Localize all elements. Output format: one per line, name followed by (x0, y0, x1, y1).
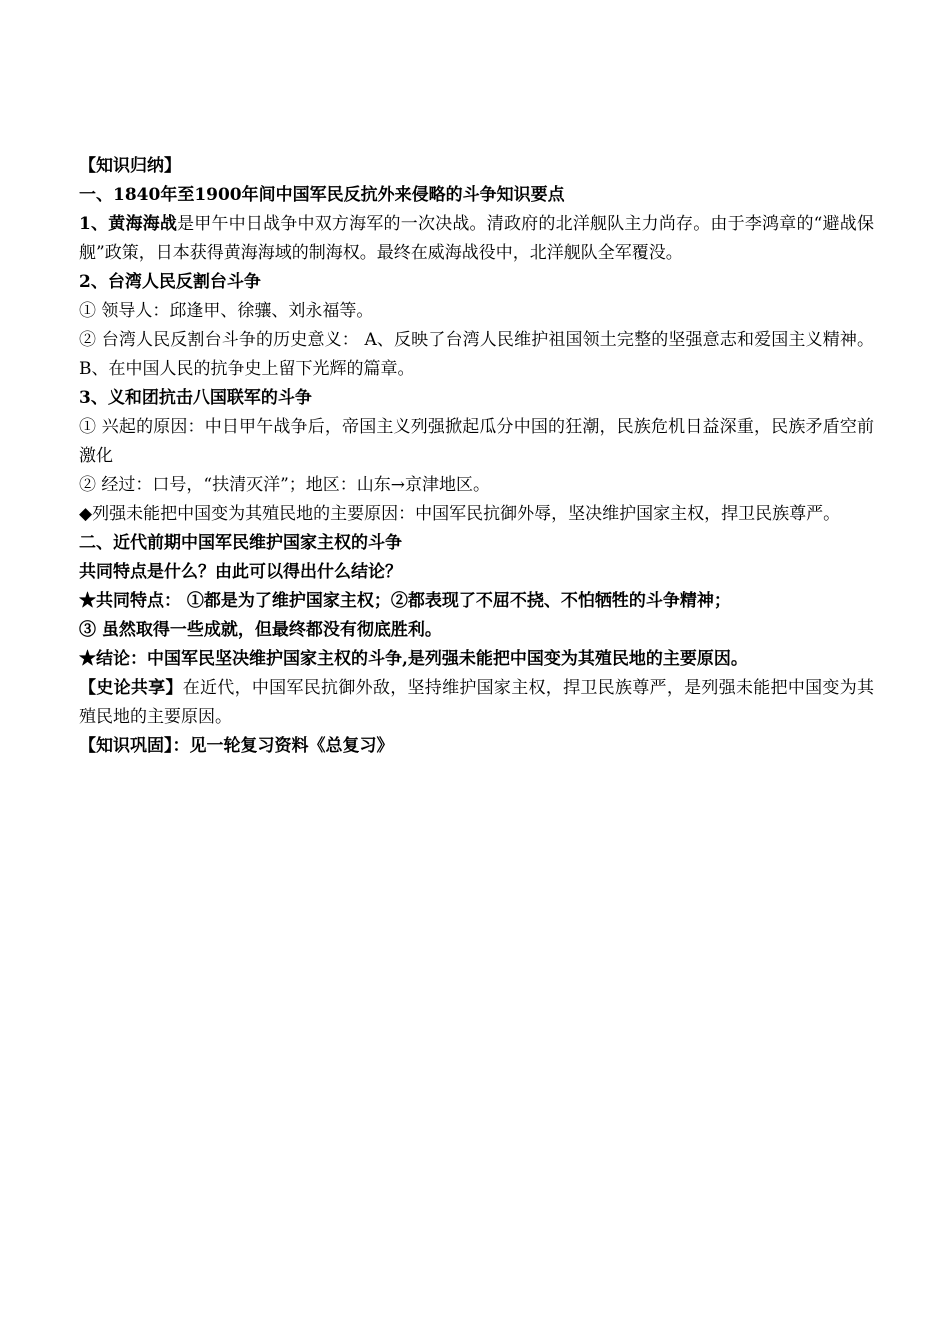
knowledge-consolidation: 【知识巩固】：见一轮复习资料《总复习》 (79, 736, 394, 756)
common-features-1: ★共同特点： ①都是为了维护国家主权；②都表现了不屈不挠、不怕牺牲的斗争精神； (79, 591, 731, 611)
question: 共同特点是什么？由此可以得出什么结论？ (79, 562, 402, 582)
document-body (79, 152, 879, 761)
item-3-reason: ◆列强未能把中国变为其殖民地的主要原因：中国军民抗御外辱，坚决维护国家主权，捍卫民族尊严。 (79, 504, 841, 524)
item-2-significance: ② 台湾人民反割台斗争的历史意义： A、反映了台湾人民维护祖国领土完整的坚强意志和爱国主义精神。 B、在中国人民的抗争史上留下光辉的篇章。 (79, 330, 874, 379)
item-2-title: 2、台湾人民反割台斗争 (79, 272, 261, 292)
item-1-paragraph (79, 210, 874, 268)
section-1-title: 一、1840年至1900年间中国军民反抗外来侵略的斗争知识要点 (79, 185, 565, 205)
item-3-cause: ① 兴起的原因：中日甲午战争后，帝国主义列强掀起瓜分中国的狂潮，民族危机日益深重，民族矛盾空前激化 (79, 417, 874, 466)
history-text: 在近代，中国军民抗御外敌，坚持维护国家主权，捍卫民族尊严，是列强未能把中国变为其殖民地的主要原因。 (79, 678, 874, 727)
item-2-leaders: ① 领导人：邱逢甲、徐骧、刘永福等。 (79, 301, 374, 321)
heading-knowledge-summary: 【知识归纳】 (79, 156, 181, 176)
item-1-label: 1、黄海海战 (79, 214, 178, 234)
history-label: 【史论共享】 (79, 678, 183, 698)
history-paragraph (79, 674, 874, 732)
item-3-process: ② 经过：口号，“扶清灭洋”；地区：山东→京津地区。 (79, 475, 491, 495)
section-2-title: 二、近代前期中国军民维护国家主权的斗争 (79, 533, 402, 553)
common-features-2: ③ 虽然取得一些成就，但最终都没有彻底胜利。 (79, 620, 442, 640)
item-1-text: 是甲午中日战争中双方海军的一次决战。清政府的北洋舰队主力尚存。由于李鸿章的“避战保舰”政策，日本获得黄海海域的制海权。最终在威海战役中，北洋舰队全军覆没。 (79, 214, 874, 263)
item-3-title: 3、义和团抗击八国联军的斗争 (79, 388, 312, 408)
conclusion: ★结论：中国军民坚决维护国家主权的斗争,是列强未能把中国变为其殖民地的主要原因。 (79, 649, 748, 669)
